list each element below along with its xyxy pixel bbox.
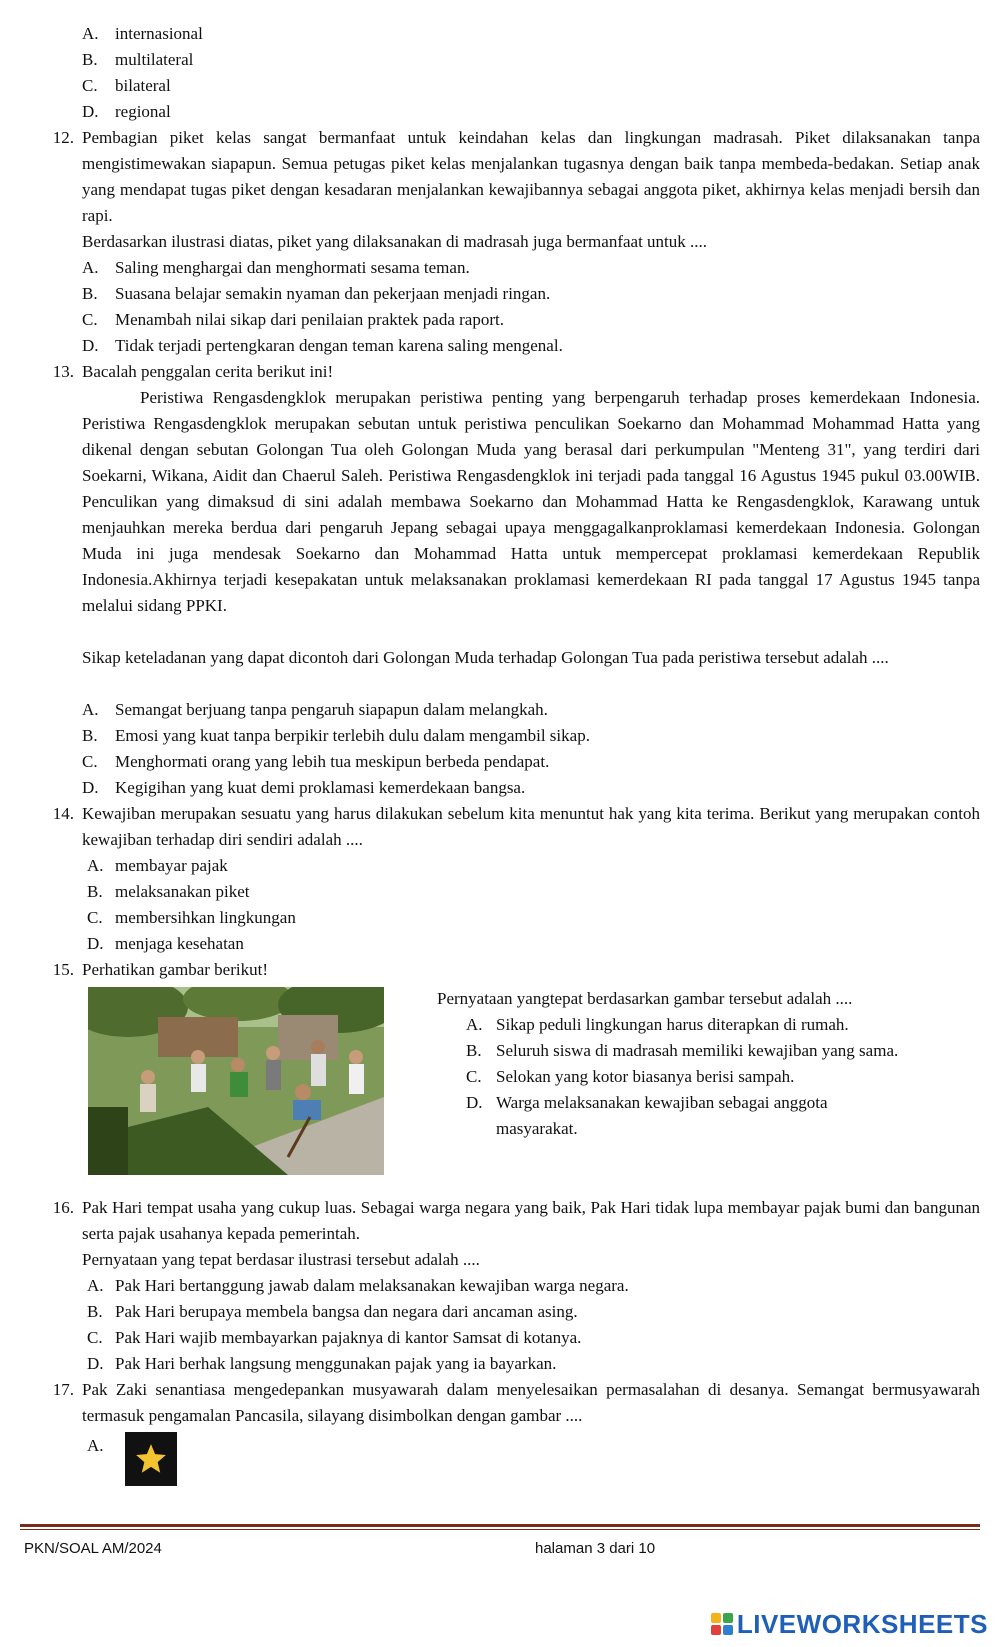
footer-divider-thin bbox=[20, 1529, 980, 1530]
q14-option-c[interactable]: C. membersihkan lingkungan bbox=[87, 908, 296, 927]
q12-option-c[interactable]: C. Menambah nilai sikap dari penilaian praktek pada raport. bbox=[82, 310, 504, 329]
liveworksheets-brand[interactable] bbox=[711, 1606, 988, 1642]
q13-question: Sikap keteladanan yang dapat dicontoh dari Golongan Muda terhadap Golongan Tua pada peristiwa tersebut adalah .... bbox=[82, 648, 889, 667]
q13-intro: Bacalah penggalan cerita berikut ini! bbox=[82, 362, 334, 381]
q14-option-b[interactable]: B. melaksanakan piket bbox=[87, 882, 250, 901]
q15-option-a[interactable]: A. Sikap peduli lingkungan harus diterapkan di rumah. bbox=[466, 1015, 849, 1034]
footer-divider-thick bbox=[20, 1524, 980, 1527]
cleanup-illustration bbox=[88, 987, 384, 1175]
q14-option-a[interactable]: A. membayar pajak bbox=[87, 856, 228, 875]
q13-number: 13. bbox=[52, 362, 74, 381]
q12-text: Pembagian piket kelas sangat bermanfaat untuk keindahan kelas dan lingkungan madrasah. Piket dilaksanakan tanpa mengistimewakan siapapun. Semua petugas piket kelas menjalankan tugasnya dengan baik tanpa membeda-bedakan. Setiap anak yang mendapat tugas piket dengan kesadaran menjalankan kewajibannya sebagai anggota piket, akhirnya kelas menjadi bersih dan rapi. bbox=[82, 128, 980, 225]
liveworksheets-logo-icon bbox=[711, 1613, 733, 1635]
q11-option-c[interactable]: C. bilateral bbox=[82, 76, 171, 95]
q17-option-a-label[interactable]: A. bbox=[87, 1436, 104, 1455]
q16-number: 16. bbox=[52, 1198, 74, 1217]
q17-option-a-star-symbol[interactable] bbox=[125, 1432, 177, 1486]
q15-number: 15. bbox=[52, 960, 74, 979]
liveworksheets-wordmark: LIVEWORKSHEETS bbox=[736, 1609, 988, 1639]
q16-option-c[interactable]: C. Pak Hari wajib membayarkan pajaknya di kantor Samsat di kotanya. bbox=[87, 1328, 582, 1347]
q16-option-b[interactable]: B. Pak Hari berupaya membela bangsa dan negara dari ancaman asing. bbox=[87, 1302, 578, 1321]
q11-option-b[interactable]: B. multilateral bbox=[82, 50, 194, 69]
q12-option-b[interactable]: B. Suasana belajar semakin nyaman dan pekerjaan menjadi ringan. bbox=[82, 284, 551, 303]
footer-page-number: halaman 3 dari 10 bbox=[535, 1540, 656, 1557]
community-cleanup-photo bbox=[88, 987, 384, 1175]
q17-number: 17. bbox=[52, 1380, 74, 1399]
q11-option-a[interactable]: A. internasional bbox=[82, 24, 203, 43]
q15-option-d[interactable]: D. Warga melaksanakan kewajiban sebagai anggota masyarakat. bbox=[466, 1093, 828, 1138]
q15-option-c[interactable]: C. Selokan yang kotor biasanya berisi sampah. bbox=[466, 1067, 795, 1086]
q14-option-d[interactable]: D. menjaga kesehatan bbox=[87, 934, 244, 953]
q13-option-a[interactable]: A. Semangat berjuang tanpa pengaruh siapapun dalam melangkah. bbox=[82, 700, 548, 719]
q16-text: Pak Hari tempat usaha yang cukup luas. Sebagai warga negara yang baik, Pak Hari tidak lupa membayar pajak bumi dan bangunan serta pajak usahanya kepada pemerintah. bbox=[82, 1198, 980, 1243]
q12-question: Berdasarkan ilustrasi diatas, piket yang dilaksanakan di madrasah juga bermanfaat untuk .... bbox=[82, 232, 708, 251]
footer-course-code: PKN/SOAL AM/2024 bbox=[24, 1540, 162, 1557]
q13-option-b[interactable]: B. Emosi yang kuat tanpa berpikir terlebih dulu dalam mengambil sikap. bbox=[82, 726, 590, 745]
q16-option-a[interactable]: A. Pak Hari bertanggung jawab dalam melaksanakan kewajiban warga negara. bbox=[87, 1276, 629, 1295]
q17-text: Pak Zaki senantiasa mengedepankan musyawarah dalam menyelesaikan permasalahan di desanya. Semangat bermusyawarah termasuk pengamalan Pancasila, silayang disimbolkan dengan gambar .... bbox=[82, 1380, 980, 1425]
q11-option-d[interactable]: D. regional bbox=[82, 102, 171, 121]
q12-option-d[interactable]: D. Tidak terjadi pertengkaran dengan teman karena saling mengenal. bbox=[82, 336, 563, 355]
q14-number: 14. bbox=[52, 804, 74, 823]
q13-option-d[interactable]: D. Kegigihan yang kuat demi proklamasi kemerdekaan bangsa. bbox=[82, 778, 526, 797]
star-icon bbox=[134, 1442, 168, 1476]
q16-question: Pernyataan yang tepat berdasar ilustrasi tersebut adalah .... bbox=[82, 1250, 480, 1269]
q14-text: Kewajiban merupakan sesuatu yang harus dilakukan sebelum kita menuntut hak yang kita terima. Berikut yang merupakan contoh kewajiban terhadap diri sendiri adalah .... bbox=[82, 804, 980, 849]
q15-text: Perhatikan gambar berikut! bbox=[82, 960, 268, 979]
q13-passage: Peristiwa Rengasdengklok merupakan peristiwa penting yang berpengaruh terhadap proses kemerdekaan Indonesia. Peristiwa Rengasdengklok merupakan sebutan untuk peristiwa penculikan Soekarno dan Mohammad Mohammad Hatta yang dikenal dengan sebutan Golongan Tua oleh Golongan Muda yang berasal dari perkumpulan "Menteng 31", yang terdiri dari Soekarni, Wikana, Aidit dan Chaerul Saleh. Peristiwa Rengasdengklok ini terjadi pada tanggal 16 Agustus 1945 pukul 03.00WIB. Penculikan yang dimaksud di sini adalah membawa Soekarno dan Mohammad Hatta ke Rengasdengklok, Karawang untuk menjauhkan mereka berdua dari pengaruh Jepang sebagai upaya menggagalkanproklamasi kemerdekaan Indonesia. Golongan Muda ini juga mendesak Soekarno dan Mohammad Hatta untuk mempercepat proklamasi kemerdekaan Republik Indonesia.Akhirnya terjadi kesepakatan untuk melaksanakan proklamasi kemerdekaan RI pada tanggal 17 Agustus 1945 tanpa melalui sidang PPKI. bbox=[82, 388, 980, 615]
q12-number: 12. bbox=[52, 128, 74, 147]
q13-option-c[interactable]: C. Menghormati orang yang lebih tua meskipun berbeda pendapat. bbox=[82, 752, 550, 771]
q16-option-d[interactable]: D. Pak Hari berhak langsung menggunakan pajak yang ia bayarkan. bbox=[87, 1354, 557, 1373]
q15-question: Pernyataan yangtepat berdasarkan gambar tersebut adalah .... bbox=[437, 989, 853, 1008]
q12-option-a[interactable]: A. Saling menghargai dan menghormati sesama teman. bbox=[82, 258, 470, 277]
q15-option-b[interactable]: B. Seluruh siswa di madrasah memiliki kewajiban yang sama. bbox=[466, 1041, 899, 1060]
